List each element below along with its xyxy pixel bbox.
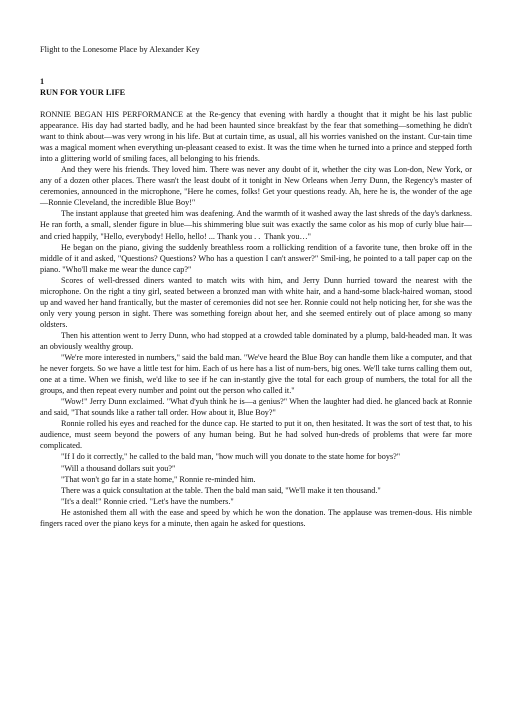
- paragraph: "Will a thousand dollars suit you?": [61, 463, 176, 473]
- paragraph: Scores of well-dressed diners wanted to match wits with him, and Jerry Dunn hurried toward the nearest with the microphone. On the right a tiny girl, seated between a bronzed man with white hair, and a hand-some black-haired woman, stood up and waved her hand frantically, but the master of ceremonies did not see her. Ronnie could not help noticing her, for she was the only very young person in sight. There was something foreign about her, and she seemed entirely out of place among so many oldsters.: [40, 275, 472, 329]
- chapter-body: [40, 109, 472, 529]
- paragraph: Ronnie rolled his eyes and reached for the dunce cap. He started to put it on, then hesitated. It was the sort of test that, to his audience, must seem beyond the powers of any human being. But he had solved hun-dreds of problems that were far more complicated.: [40, 419, 472, 451]
- paragraph: "It's a deal!" Ronnie cried. "Let's have the numbers.": [61, 496, 234, 506]
- paragraph: There was a quick consultation at the table. Then the bald man said, "We'll make it ten thousand.": [61, 485, 381, 495]
- paragraph: He began on the piano, giving the suddenly breathless room a rollicking rendition of a favorite tune, then broke off in the middle of it and asked, "Questions? Questions? Who has a question I can't answer?" Smil-ing, he pointed to a tall paper cap on the piano. "Who'll make me wear the dunce cap?": [40, 242, 472, 274]
- paragraph: RONNIE BEGAN HIS PERFORMANCE at the Re-gency that evening with hardly a thought that it might be his last public appearance. His day had started badly, and he had been haunted since breakfast by the fear that something—something he didn't want to think about—was very wrong in his life. But at curtain time, as usual, all his worries vanished on the instant. Cur-tain time was a magical moment when everything un-pleasant ceased to exist. It was the time when he turned into a prince and stepped forth into a glittering world of smiling faces, all belonging to his friends.: [40, 110, 472, 164]
- chapter-number: 1: [40, 77, 45, 86]
- paragraph: "If I do it correctly," he called to the bald man, "how much will you donate to the state home for boys?": [61, 452, 401, 462]
- paragraph: He astonished them all with the ease and speed by which he won the donation. The applause was tremen-dous. His nimble fingers raced over the piano keys for a minute, then again he asked for questions.: [40, 507, 472, 528]
- chapter-title: RUN FOR YOUR LIFE: [40, 88, 126, 97]
- paragraph: "Wow!" Jerry Dunn exclaimed. "What d'yuh think he is—a genius?" When the laughter had died. he glanced back at Ronnie and said, "That sounds like a rather tall order. How about it, Blue Boy?": [40, 397, 472, 418]
- paragraph: The instant applause that greeted him was deafening. And the warmth of it washed away the last shreds of the day's darkness. He ran forth, a small, slender figure in blue—his shimmering blue suit was exactly the same color as his mop of curly blue hair—and cried happily, "Hello, everybody! Hello, hello! ... Thank you . . Thank you…": [40, 209, 472, 241]
- paragraph: "That won't go far in a state home," Ronnie re-minded him.: [61, 474, 256, 484]
- book-title: Flight to the Lonesome Place by Alexander Key: [40, 45, 200, 54]
- paragraph: And they were his friends. They loved him. There was never any doubt of it, whether the city was Lon-don, New York, or any of a dozen other places. There wasn't the least doubt of it tonight in New Orleans when Jerry Dunn, the Regency's master of ceremonies, announced in the microphone, "Here he comes, folks! Get your questions ready. Ah, here he is, the wonder of the age—Ronnie Cleveland, the incredible Blue Boy!": [40, 165, 472, 208]
- paragraph: Then his attention went to Jerry Dunn, who had stopped at a crowded table dominated by a plump, bald-headed man. It was an obviously wealthy group.: [40, 330, 472, 351]
- paragraph: "We're more interested in numbers," said the bald man. "We've heard the Blue Boy can handle them like a computer, and that he never forgets. So we have a little test for him. Each of us here has a list of num-bers, big ones. We'll take turns calling them out, one at a time. When we finish, we'd like to see if he can in-stantly give the total for each group of numbers, the total for all the groups, and then repeat every number and point out the person who called it.": [40, 353, 472, 396]
